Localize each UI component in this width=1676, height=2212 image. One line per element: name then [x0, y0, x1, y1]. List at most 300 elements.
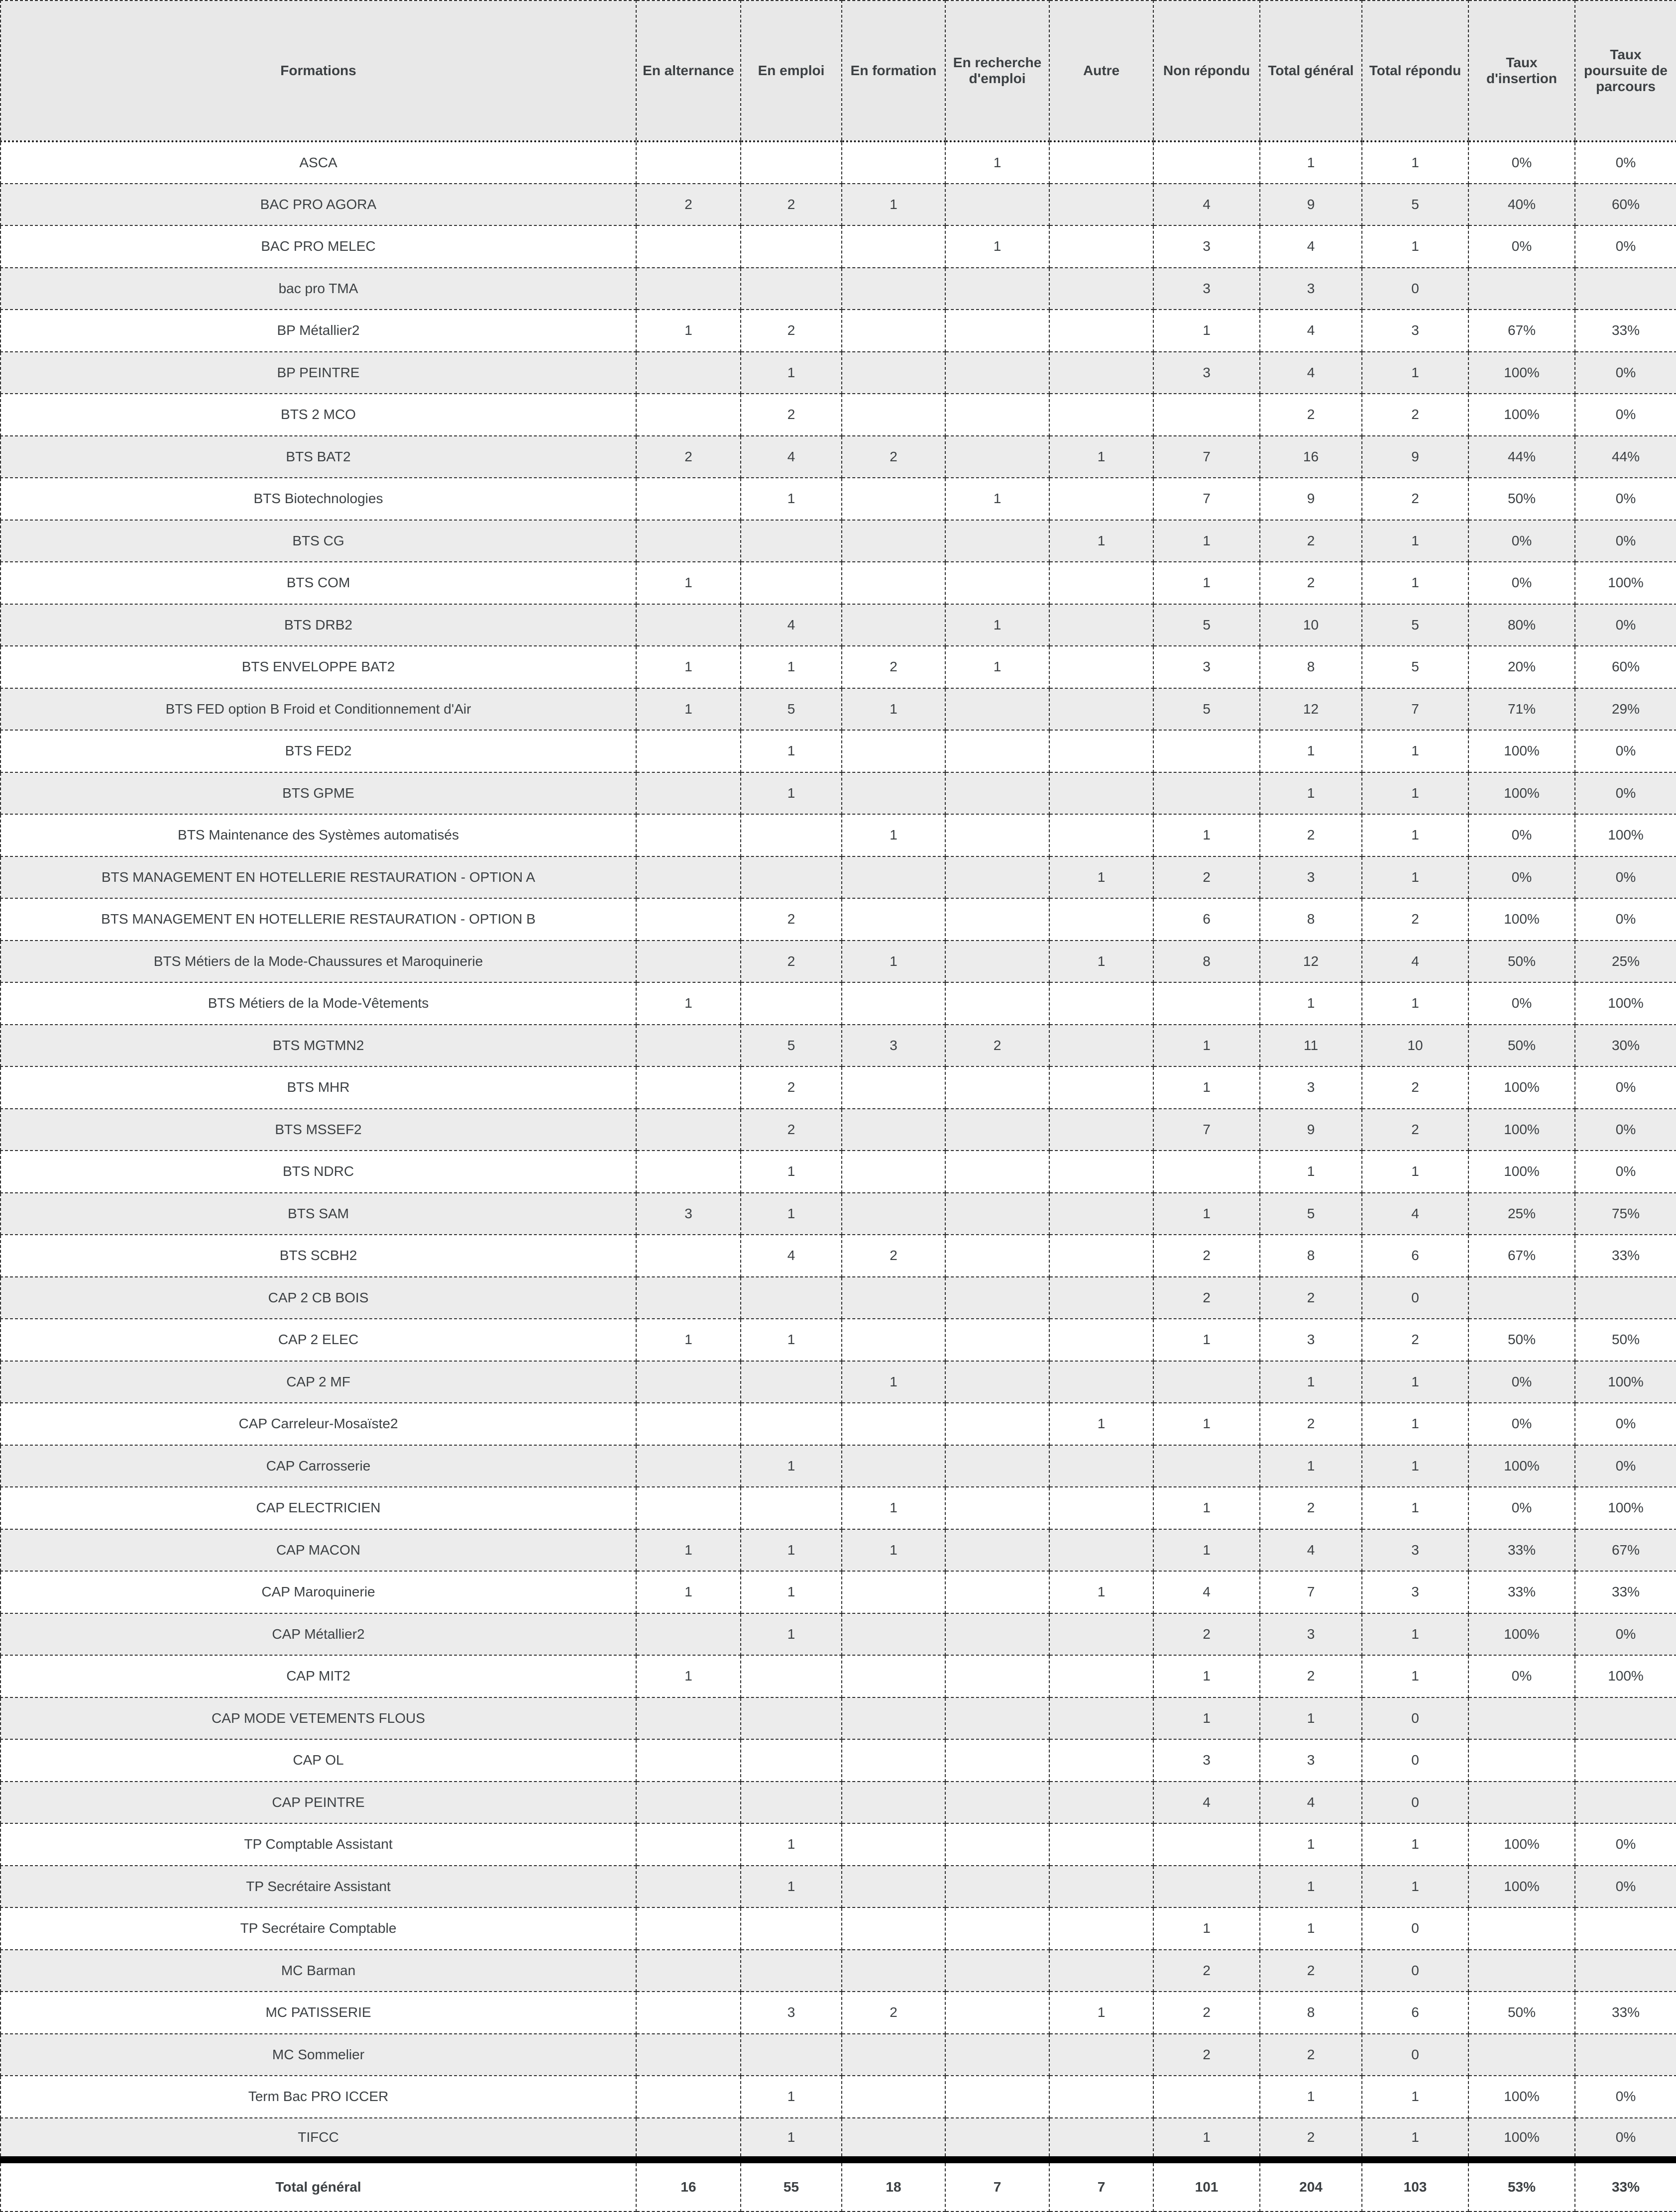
cell: 1	[1153, 1529, 1260, 1572]
table-row	[0, 1066, 1676, 1109]
cell: 33%	[1575, 1235, 1676, 1277]
cell: 33%	[1575, 1992, 1676, 2034]
cell	[636, 352, 741, 394]
cell: 0	[1362, 1277, 1468, 1319]
cell: 1	[636, 562, 741, 604]
cell: 1	[1362, 1445, 1468, 1487]
cell	[1575, 1950, 1676, 1992]
cell: 0%	[1575, 1445, 1676, 1487]
cell: 71%	[1468, 688, 1575, 731]
cell	[636, 1907, 741, 1950]
column-header-8: Total répondu	[1362, 0, 1468, 141]
row-label: CAP Carreleur-Mosaïste2	[0, 1403, 636, 1445]
cell	[842, 1655, 945, 1697]
table-row	[0, 1992, 1676, 2034]
cell: 75%	[1575, 1193, 1676, 1235]
cell: 2	[842, 1235, 945, 1277]
total-row	[0, 2160, 1676, 2212]
table-row	[0, 562, 1676, 604]
cell	[741, 1907, 842, 1950]
row-label: BAC PRO MELEC	[0, 225, 636, 268]
row-label: BTS Maintenance des Systèmes automatisés	[0, 814, 636, 856]
row-label: MC PATISSERIE	[0, 1992, 636, 2034]
total-cell: 53%	[1468, 2160, 1575, 2212]
cell	[842, 141, 945, 184]
row-label: BTS DRB2	[0, 604, 636, 646]
cell: 2	[1362, 1109, 1468, 1151]
cell: 9	[1362, 436, 1468, 478]
cell: 1	[741, 1866, 842, 1908]
cell: 100%	[1468, 1445, 1575, 1487]
cell: 100%	[1575, 1361, 1676, 1403]
cell: 2	[1260, 2034, 1362, 2076]
cell: 1	[1153, 520, 1260, 562]
cell: 7	[1260, 1571, 1362, 1613]
cell	[1049, 772, 1153, 815]
cell	[945, 1361, 1049, 1403]
total-cell: 18	[842, 2160, 945, 2212]
cell	[945, 1571, 1049, 1613]
cell	[842, 1613, 945, 1656]
cell: 2	[636, 184, 741, 226]
cell: 0	[1362, 1782, 1468, 1824]
cell: 1	[1362, 1613, 1468, 1656]
cell	[1468, 1782, 1575, 1824]
row-label: CAP MIT2	[0, 1655, 636, 1697]
cell: 10	[1260, 604, 1362, 646]
cell	[1049, 225, 1153, 268]
row-label: ASCA	[0, 141, 636, 184]
cell	[842, 394, 945, 436]
table-row	[0, 814, 1676, 856]
column-header-3: En formation	[842, 0, 945, 141]
cell	[1049, 1950, 1153, 1992]
total-cell: 55	[741, 2160, 842, 2212]
cell: 1	[1260, 2076, 1362, 2118]
cell	[945, 310, 1049, 352]
cell	[741, 982, 842, 1025]
cell	[1049, 1613, 1153, 1656]
cell	[636, 730, 741, 772]
cell: 3	[1153, 352, 1260, 394]
cell: 1	[1362, 982, 1468, 1025]
cell: 10	[1362, 1025, 1468, 1067]
cell	[1049, 730, 1153, 772]
row-label: CAP 2 CB BOIS	[0, 1277, 636, 1319]
cell: 0%	[1468, 141, 1575, 184]
row-label: BTS SCBH2	[0, 1235, 636, 1277]
table-row	[0, 856, 1676, 899]
cell	[1049, 352, 1153, 394]
cell: 100%	[1575, 1487, 1676, 1529]
cell	[842, 604, 945, 646]
cell	[636, 2034, 741, 2076]
cell	[1049, 2034, 1153, 2076]
cell: 2	[636, 436, 741, 478]
cell	[636, 1277, 741, 1319]
total-cell: 103	[1362, 2160, 1468, 2212]
cell	[842, 478, 945, 520]
cell	[1153, 1361, 1260, 1403]
cell: 2	[1260, 1403, 1362, 1445]
cell: 100%	[1468, 1066, 1575, 1109]
row-label: CAP PEINTRE	[0, 1782, 636, 1824]
table-row	[0, 2118, 1676, 2160]
column-header-5: Autre	[1049, 0, 1153, 141]
total-cell: 16	[636, 2160, 741, 2212]
cell	[842, 1571, 945, 1613]
cell	[1049, 1529, 1153, 1572]
cell: 2	[1260, 394, 1362, 436]
cell: 67%	[1468, 1235, 1575, 1277]
cell: 100%	[1575, 982, 1676, 1025]
cell	[741, 1950, 842, 1992]
cell: 1	[1260, 141, 1362, 184]
cell	[636, 1403, 741, 1445]
cell	[842, 1823, 945, 1866]
row-label: BAC PRO AGORA	[0, 184, 636, 226]
cell	[1049, 982, 1153, 1025]
cell: 1	[1362, 2118, 1468, 2160]
cell	[1049, 184, 1153, 226]
table-row	[0, 1487, 1676, 1529]
cell	[1575, 2034, 1676, 2076]
cell: 2	[1260, 2118, 1362, 2160]
table-row	[0, 1151, 1676, 1193]
cell: 0%	[1575, 1613, 1676, 1656]
cell	[945, 1697, 1049, 1740]
cell	[945, 268, 1049, 310]
cell	[945, 436, 1049, 478]
cell	[945, 2118, 1049, 2160]
cell: 0	[1362, 2034, 1468, 2076]
cell	[842, 1907, 945, 1950]
cell: 4	[1260, 352, 1362, 394]
cell: 1	[1362, 730, 1468, 772]
cell	[741, 1697, 842, 1740]
cell: 2	[1153, 1992, 1260, 2034]
cell	[945, 1403, 1049, 1445]
cell	[945, 1193, 1049, 1235]
cell: 1	[741, 1823, 842, 1866]
cell	[1575, 1907, 1676, 1950]
cell	[1049, 1866, 1153, 1908]
cell: 1	[1362, 1403, 1468, 1445]
table-row	[0, 1823, 1676, 1866]
cell	[1049, 1109, 1153, 1151]
cell: 1	[1049, 1992, 1153, 2034]
row-label: BTS CG	[0, 520, 636, 562]
cell: 1	[1049, 856, 1153, 899]
table-row	[0, 730, 1676, 772]
cell	[636, 814, 741, 856]
cell	[842, 520, 945, 562]
cell: 1	[1362, 856, 1468, 899]
cell: 33%	[1575, 1571, 1676, 1613]
cell	[741, 562, 842, 604]
cell: 1	[842, 184, 945, 226]
cell	[842, 562, 945, 604]
cell: 1	[636, 1655, 741, 1697]
cell	[842, 1866, 945, 1908]
cell: 12	[1260, 688, 1362, 731]
cell: 0%	[1575, 1866, 1676, 1908]
cell: 0	[1362, 1907, 1468, 1950]
cell: 100%	[1468, 352, 1575, 394]
cell	[741, 1277, 842, 1319]
cell: 5	[1260, 1193, 1362, 1235]
row-label: CAP 2 MF	[0, 1361, 636, 1403]
cell	[636, 394, 741, 436]
cell	[842, 1950, 945, 1992]
cell: 100%	[1468, 2118, 1575, 2160]
cell	[945, 1319, 1049, 1361]
cell: 7	[1153, 436, 1260, 478]
cell: 8	[1260, 1992, 1362, 2034]
cell: 0%	[1575, 1151, 1676, 1193]
cell: 1	[1362, 141, 1468, 184]
row-label: CAP Carrosserie	[0, 1445, 636, 1487]
cell	[1049, 394, 1153, 436]
cell: 1	[1153, 1697, 1260, 1740]
cell: 0%	[1468, 856, 1575, 899]
cell: 3	[1260, 1319, 1362, 1361]
cell	[636, 1235, 741, 1277]
cell	[1049, 1739, 1153, 1782]
cell: 1	[741, 1529, 842, 1572]
cell: 50%	[1468, 478, 1575, 520]
cell	[1153, 1445, 1260, 1487]
table-row	[0, 2034, 1676, 2076]
cell: 5	[1362, 646, 1468, 688]
cell: 6	[1362, 1992, 1468, 2034]
cell: 1	[1260, 1823, 1362, 1866]
cell	[842, 2034, 945, 2076]
cell	[1049, 1193, 1153, 1235]
cell: 44%	[1468, 436, 1575, 478]
cell: 1	[1153, 1487, 1260, 1529]
cell	[1049, 310, 1153, 352]
cell: 8	[1260, 1235, 1362, 1277]
cell	[1575, 268, 1676, 310]
cell	[1049, 604, 1153, 646]
cell: 1	[636, 1571, 741, 1613]
cell	[741, 814, 842, 856]
cell: 1	[842, 941, 945, 983]
cell	[741, 141, 842, 184]
total-cell: 7	[1049, 2160, 1153, 2212]
cell: 1	[741, 1193, 842, 1235]
cell: 1	[1362, 2076, 1468, 2118]
cell	[842, 1445, 945, 1487]
cell	[945, 1823, 1049, 1866]
cell	[1049, 562, 1153, 604]
cell: 100%	[1468, 730, 1575, 772]
cell: 80%	[1468, 604, 1575, 646]
cell: 4	[1260, 1782, 1362, 1824]
cell	[945, 1739, 1049, 1782]
cell: 1	[1260, 982, 1362, 1025]
row-label: BTS Métiers de la Mode-Vêtements	[0, 982, 636, 1025]
cell: 0%	[1575, 1403, 1676, 1445]
row-label: BTS NDRC	[0, 1151, 636, 1193]
cell: 2	[1260, 562, 1362, 604]
cell	[945, 1782, 1049, 1824]
cell	[945, 1066, 1049, 1109]
row-label: BTS FED option B Froid et Conditionnement d'Air	[0, 688, 636, 731]
cell: 1	[741, 1319, 842, 1361]
cell	[1049, 1066, 1153, 1109]
total-cell: 7	[945, 2160, 1049, 2212]
row-label: BTS ENVELOPPE BAT2	[0, 646, 636, 688]
cell: 1	[1260, 1361, 1362, 1403]
cell: 4	[1260, 225, 1362, 268]
cell	[1049, 1823, 1153, 1866]
cell: 100%	[1468, 2076, 1575, 2118]
total-cell: 33%	[1575, 2160, 1676, 2212]
cell	[636, 1487, 741, 1529]
cell	[741, 2034, 842, 2076]
cell: 12	[1260, 941, 1362, 983]
row-label: TP Comptable Assistant	[0, 1823, 636, 1866]
cell	[842, 2118, 945, 2160]
cell: 0%	[1468, 1487, 1575, 1529]
row-label: BTS 2 MCO	[0, 394, 636, 436]
cell	[1468, 1907, 1575, 1950]
cell: 1	[1362, 1823, 1468, 1866]
table-row	[0, 1655, 1676, 1697]
cell	[1049, 1277, 1153, 1319]
cell	[636, 1739, 741, 1782]
cell: 1	[636, 688, 741, 731]
cell	[842, 982, 945, 1025]
cell: 3	[1153, 646, 1260, 688]
cell: 0%	[1575, 898, 1676, 941]
column-header-4: En recherche d'emploi	[945, 0, 1049, 141]
cell: 1	[636, 310, 741, 352]
table-row	[0, 1866, 1676, 1908]
cell: 1	[842, 1361, 945, 1403]
table-row	[0, 1907, 1676, 1950]
cell: 0	[1362, 268, 1468, 310]
cell	[741, 1739, 842, 1782]
cell: 1	[741, 1445, 842, 1487]
cell	[842, 1697, 945, 1740]
cell: 25%	[1468, 1193, 1575, 1235]
cell: 1	[636, 1319, 741, 1361]
column-header-1: En alternance	[636, 0, 741, 141]
cell	[842, 1193, 945, 1235]
table-row	[0, 268, 1676, 310]
cell: 100%	[1468, 1866, 1575, 1908]
cell: 1	[1049, 1403, 1153, 1445]
cell	[636, 1151, 741, 1193]
cell: 1	[1260, 1866, 1362, 1908]
table-row	[0, 1277, 1676, 1319]
cell: 0%	[1575, 2076, 1676, 2118]
cell: 20%	[1468, 646, 1575, 688]
cell: 67%	[1575, 1529, 1676, 1572]
cell	[945, 772, 1049, 815]
cell: 4	[1153, 184, 1260, 226]
cell: 3	[1362, 310, 1468, 352]
cell	[945, 941, 1049, 983]
cell: 9	[1260, 1109, 1362, 1151]
cell: 1	[741, 1613, 842, 1656]
cell: 0%	[1575, 352, 1676, 394]
cell	[1049, 688, 1153, 731]
cell	[945, 856, 1049, 899]
cell: 1	[1153, 310, 1260, 352]
cell: 2	[1153, 1277, 1260, 1319]
cell: 0%	[1575, 225, 1676, 268]
cell	[1049, 898, 1153, 941]
cell: 1	[1362, 352, 1468, 394]
cell	[1049, 1655, 1153, 1697]
cell	[636, 1823, 741, 1866]
cell	[636, 856, 741, 899]
cell: 2	[1153, 1613, 1260, 1656]
cell: 33%	[1468, 1571, 1575, 1613]
table-row	[0, 1193, 1676, 1235]
table-row	[0, 982, 1676, 1025]
cell	[1049, 1235, 1153, 1277]
cell	[842, 1782, 945, 1824]
cell: 2	[1153, 1235, 1260, 1277]
cell: 2	[842, 646, 945, 688]
cell: 1	[1260, 772, 1362, 815]
table-row	[0, 1950, 1676, 1992]
cell: 2	[741, 1109, 842, 1151]
cell: 100%	[1468, 394, 1575, 436]
cell: 1	[741, 478, 842, 520]
cell: 3	[1260, 1613, 1362, 1656]
cell: 7	[1153, 478, 1260, 520]
cell	[1468, 2034, 1575, 2076]
cell	[842, 2076, 945, 2118]
cell: 50%	[1468, 1319, 1575, 1361]
cell: 100%	[1468, 1823, 1575, 1866]
cell	[636, 898, 741, 941]
cell: 60%	[1575, 184, 1676, 226]
cell: 3	[1260, 1739, 1362, 1782]
cell: 1	[1260, 1697, 1362, 1740]
cell: 2	[1260, 814, 1362, 856]
row-label: CAP MACON	[0, 1529, 636, 1572]
cell: 3	[1362, 1529, 1468, 1572]
cell	[945, 982, 1049, 1025]
cell: 1	[1362, 814, 1468, 856]
cell: 0%	[1468, 1403, 1575, 1445]
cell: 3	[741, 1992, 842, 2034]
cell	[945, 1445, 1049, 1487]
cell: 0	[1362, 1950, 1468, 1992]
row-label: TP Secrétaire Comptable	[0, 1907, 636, 1950]
cell	[1049, 1319, 1153, 1361]
row-label: BP PEINTRE	[0, 352, 636, 394]
cell	[636, 1950, 741, 1992]
cell: 2	[1153, 856, 1260, 899]
table-row	[0, 520, 1676, 562]
row-label: TP Secrétaire Assistant	[0, 1866, 636, 1908]
cell: 1	[1260, 1445, 1362, 1487]
cell: 1	[636, 1529, 741, 1572]
cell: 0%	[1575, 520, 1676, 562]
cell	[1153, 982, 1260, 1025]
cell	[741, 856, 842, 899]
table-row	[0, 1613, 1676, 1656]
row-label: MC Barman	[0, 1950, 636, 1992]
